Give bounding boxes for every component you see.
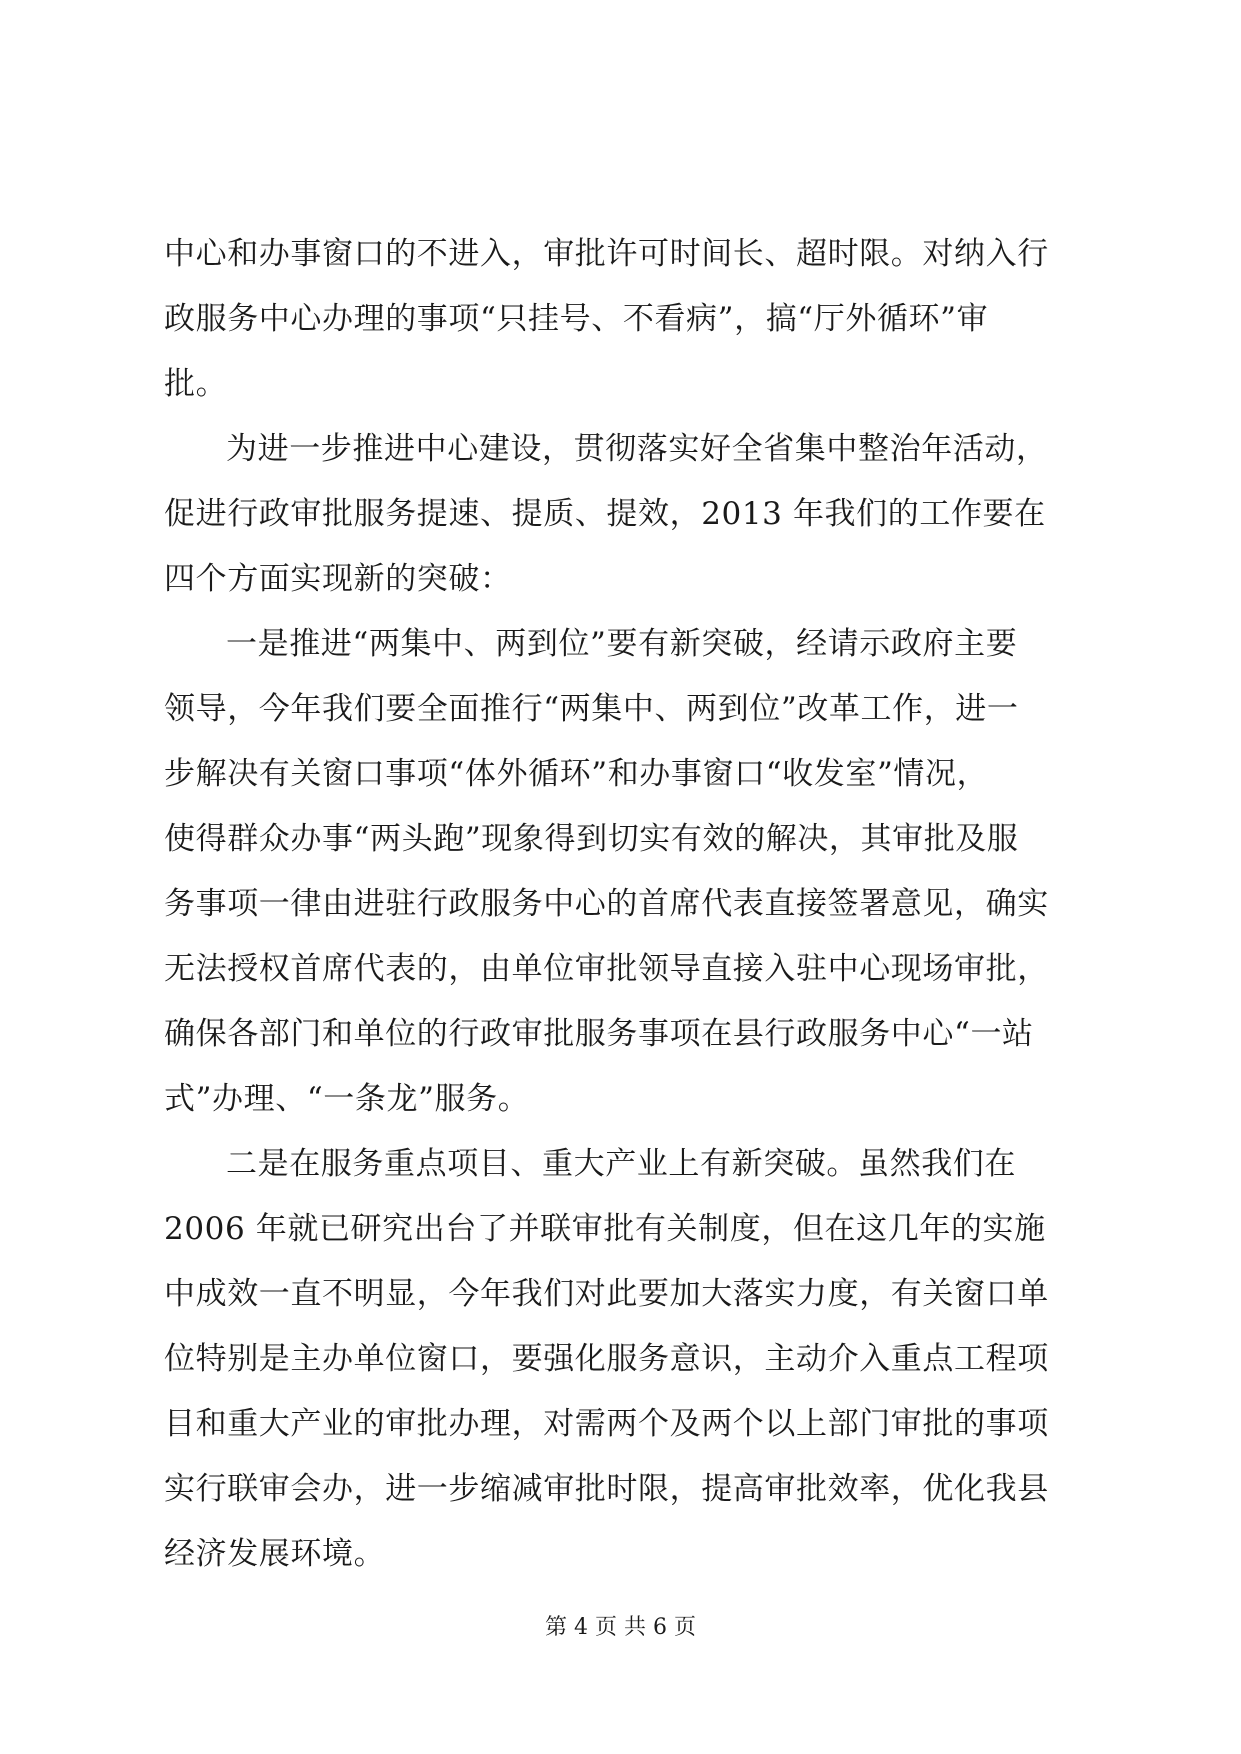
text-line: 步解决有关窗口事项“体外循环”和办事窗口“收发室”情况， xyxy=(164,756,989,792)
text-line: 经济发展环境。 xyxy=(164,1536,386,1572)
page-number-footer: 第 4 页 共 6 页 xyxy=(545,1615,696,1640)
text-line: 政服务中心办理的事项“只挂号、不看病”，搞“厅外循环”审 xyxy=(164,301,989,337)
text-line: 使得群众办事“两头跑”现象得到切实有效的解决，其审批及服 xyxy=(164,821,1019,857)
paragraph-first-line: 为进一步推进中心建设，贯彻落实好全省集中整治年活动， xyxy=(226,431,1048,467)
text-line: 领导，今年我们要全面推行“两集中、两到位”改革工作，进一 xyxy=(164,691,1019,727)
text-line: 目和重大产业的审批办理，对需两个及两个以上部门审批的事项 xyxy=(164,1406,1049,1442)
text-line: 务事项一律由进驻行政服务中心的首席代表直接签署意见，确实 xyxy=(164,886,1049,922)
text-line: 式”办理、“一条龙”服务。 xyxy=(164,1081,530,1117)
text-line: 无法授权首席代表的，由单位审批领导直接入驻中心现场审批， xyxy=(164,951,1049,987)
text-line: 四个方面实现新的突破： xyxy=(164,561,512,597)
text-line: 批。 xyxy=(164,366,228,402)
paragraph-first-line: 二是在服务重点项目、重大产业上有新突破。虽然我们在 xyxy=(226,1146,1016,1182)
text-line: 位特别是主办单位窗口，要强化服务意识，主动介入重点工程项 xyxy=(164,1341,1049,1377)
text-line: 中心和办事窗口的不进入，审批许可时间长、超时限。对纳入行 xyxy=(164,236,1049,272)
paragraph-first-line: 一是推进“两集中、两到位”要有新突破，经请示政府主要 xyxy=(226,626,1018,662)
text-line: 实行联审会办，进一步缩减审批时限，提高审批效率，优化我县 xyxy=(164,1471,1049,1507)
text-line: 2006 年就已研究出台了并联审批有关制度，但在这几年的实施 xyxy=(164,1211,1046,1247)
text-line: 确保各部门和单位的行政审批服务事项在县行政服务中心“一站 xyxy=(164,1016,1034,1052)
text-line: 促进行政审批服务提速、提质、提效，2013 年我们的工作要在 xyxy=(164,496,1046,532)
text-line: 中成效一直不明显，今年我们对此要加大落实力度，有关窗口单 xyxy=(164,1276,1049,1312)
